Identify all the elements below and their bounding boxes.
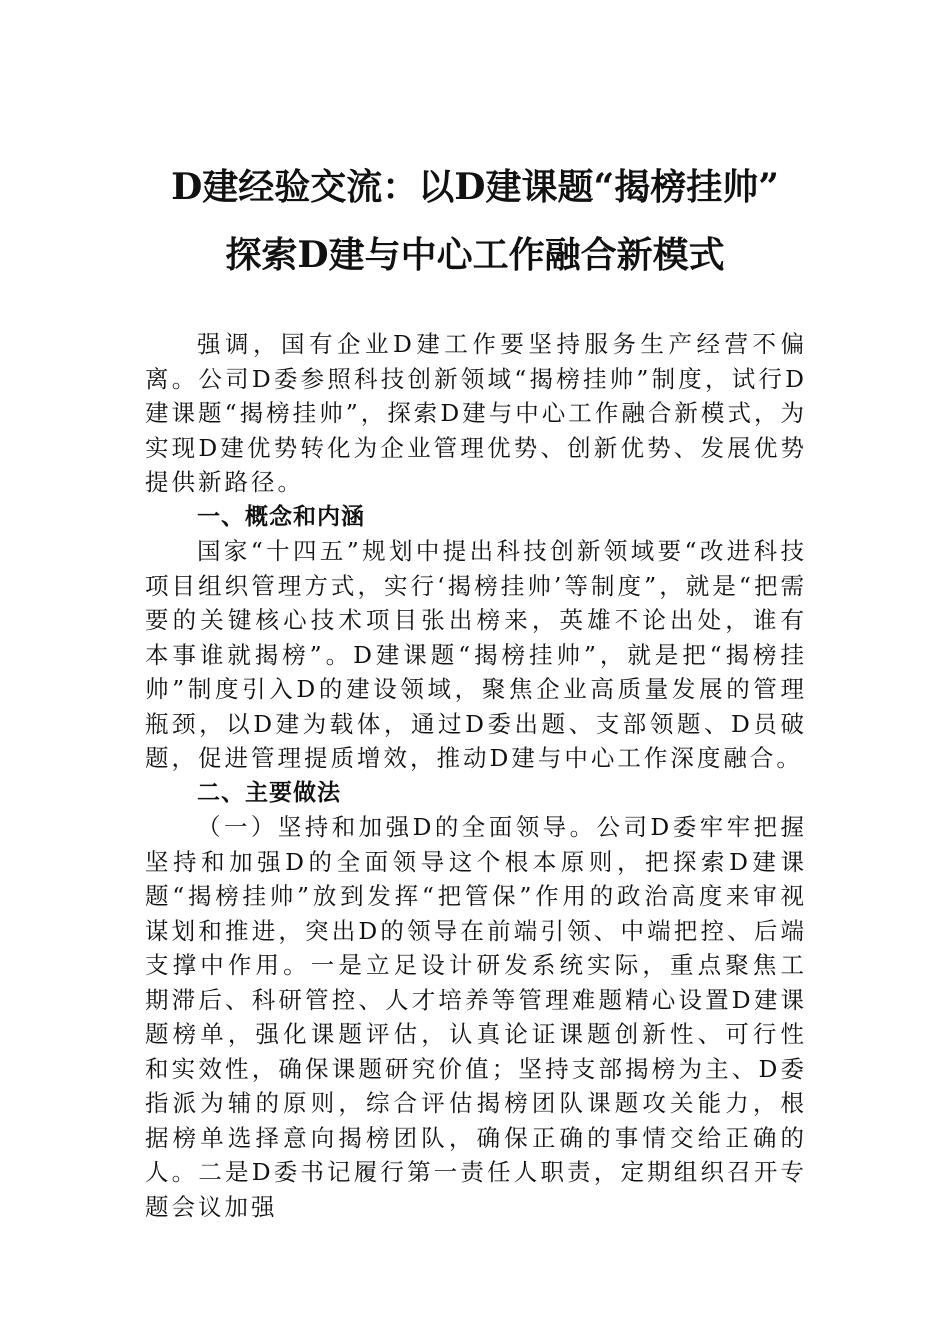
section-heading-practices: 二、主要做法 (197, 779, 341, 806)
document-body (145, 327, 807, 1224)
concept-paragraph: 国家“十四五”规划中提出科技创新领域要“改进科技项目组织管理方式，实行‘揭榜挂帅’等制度”，就是“把需要的关键核心技术项目张出榜来，英雄不论出处，谁有本事谁就揭榜”。D建课题“揭榜挂帅”，就是把“揭榜挂帅”制度引入D的建设领域，聚焦企业高质量发展的管理瓶颈，以D建为载体，通过D委出题、支部领题、D员破题，促进管理提质增效，推动D建与中心工作深度融合。 (145, 537, 807, 772)
subsection-lead: （一）坚持和加强D的全面领导。 (197, 813, 597, 841)
document-title-line-1: D建经验交流：以D建课题“揭榜挂帅” (171, 166, 779, 208)
section-heading-concept: 一、概念和内涵 (197, 503, 365, 530)
practice-paragraph (145, 810, 807, 1224)
document-title-line-2: 探索D建与中心工作融合新模式 (225, 234, 725, 276)
subsection-text: 公司D委牢牢把握坚持和加强D的全面领导这个根本原则，把探索D建课题“揭榜挂帅”放到发挥“把管保”作用的政治高度来审视谋划和推进，突出D的领导在前端引领、中端把控、后端支撑中作用。一是立足设计研发系统实际，重点聚焦工期滞后、科研管控、人才培养等管理难题精心设置D建课题榜单，强化课题评估，认真论证课题创新性、可行性和实效性，确保课题研究价值；坚持支部揭榜为主、D委指派为辅的原则，综合评估揭榜团队课题攻关能力，根据榜单选择意向揭榜团队，确保正确的事情交给正确的人。二是D委书记履行第一责任人职责，定期组织召开专题会议加强 (145, 813, 807, 1221)
intro-paragraph: 强调，国有企业D建工作要坚持服务生产经营不偏离。公司D委参照科技创新领域“揭榜挂帅”制度，试行D建课题“揭榜挂帅”，探索D建与中心工作融合新模式，为实现D建优势转化为企业管理优势、创新优势、发展优势提供新路径。 (145, 330, 807, 496)
